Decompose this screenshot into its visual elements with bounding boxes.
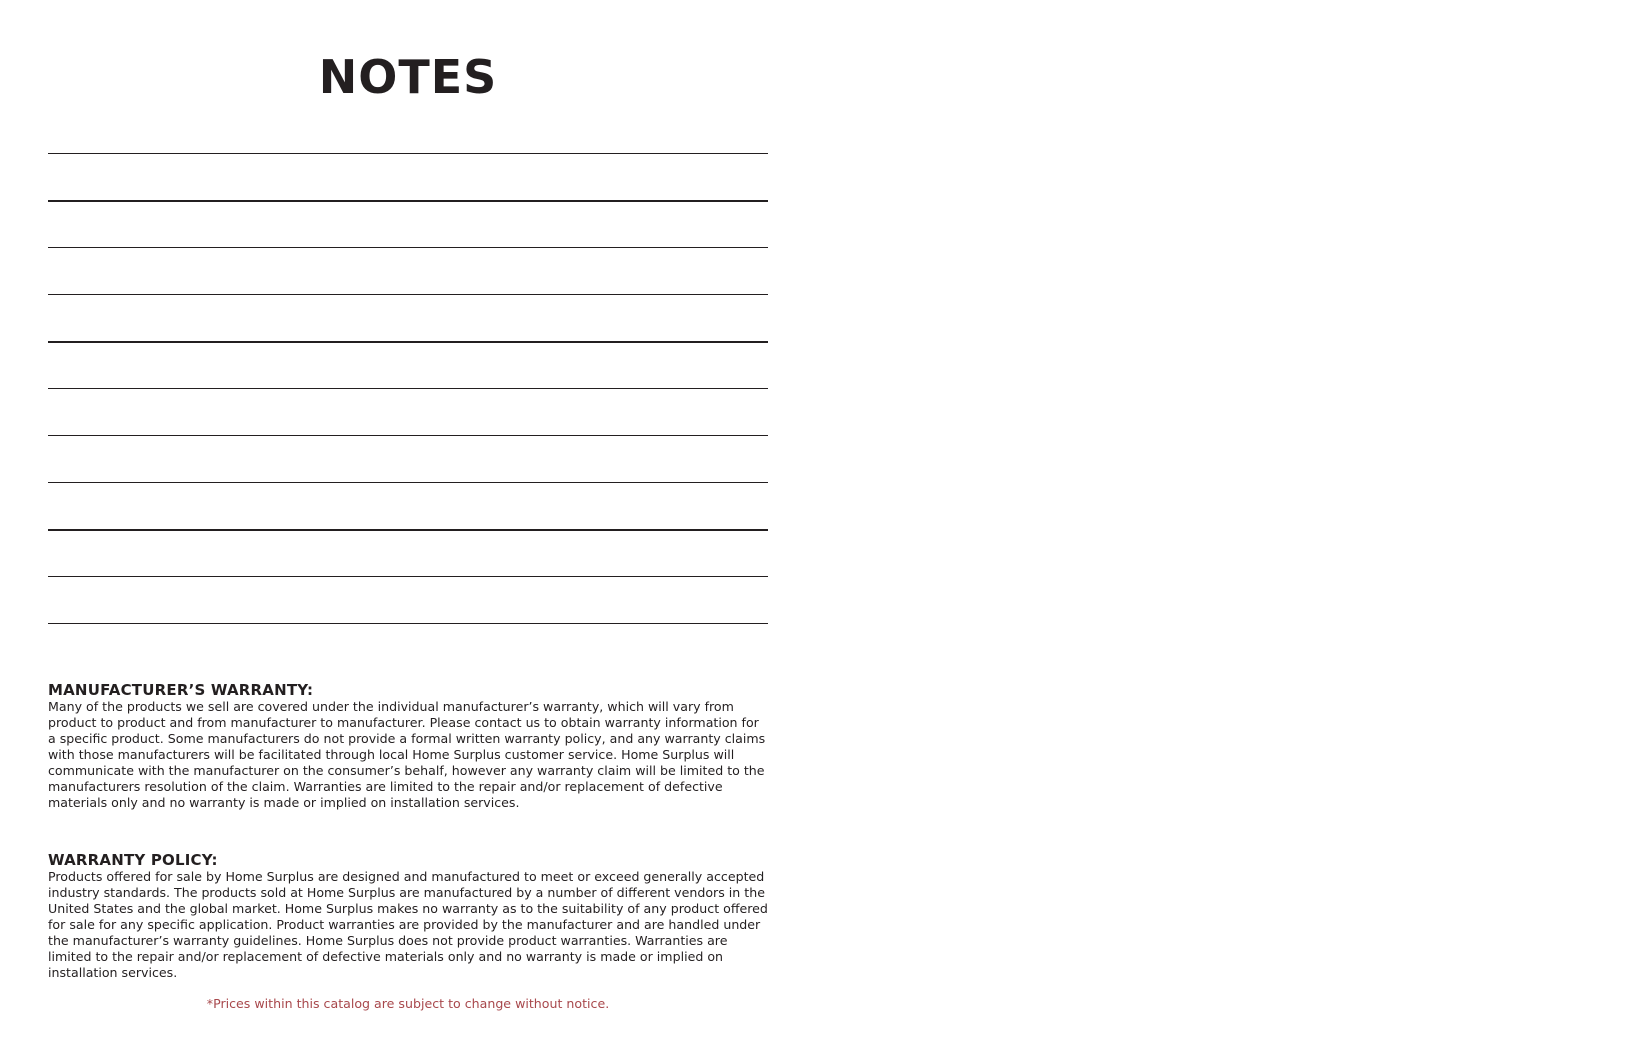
note-line [48,435,768,436]
note-line [48,294,768,295]
note-line [48,247,768,248]
manufacturer-warranty-section [48,681,768,811]
note-line [48,529,768,531]
note-line [48,200,768,202]
page-title: NOTES [318,50,498,104]
manufacturer-warranty-body: Many of the products we sell are covered under the individual manufacturer’s warranty, which will vary from product to product and from manufacturer to manufacturer. Please contact us to obtain warranty information for a specific product. Some manufacturers do not provide a formal written warranty policy, and any warranty claims with those manufacturers will be facilitated through local Home Surplus customer service. Home Surplus will communicate with the manufacturer on the consumer’s behalf, however any warranty claim will be limited to the manufacturers resolution of the claim. Warranties are limited to the repair and/or replacement of defective materials only and no warranty is made or implied on installation services. [48,699,766,810]
note-line [48,482,768,483]
manufacturer-warranty-heading: MANUFACTURER’S WARRANTY: [48,681,314,699]
note-line [48,623,768,624]
note-line [48,576,768,577]
notes-page [48,0,768,1056]
warranty-policy-section [48,851,768,981]
note-line [48,153,768,154]
price-disclaimer: *Prices within this catalog are subject to change without notice. [206,996,610,1011]
note-line [48,388,768,389]
warranty-policy-body: Products offered for sale by Home Surplus are designed and manufactured to meet or exceed generally accepted industry standards. The products sold at Home Surplus are manufactured by a number of different vendors in the United States and the global market. Home Surplus makes no warranty as to the suitability of any product offered for sale for any specific application. Product warranties are provided by the manufacturer and are handled under the manufacturer’s warranty guidelines. Home Surplus does not provide product warranties. Warranties are limited to the repair and/or replacement of defective materials only and no warranty is made or implied on installation services. [48,869,768,980]
note-line [48,341,768,343]
warranty-policy-heading: WARRANTY POLICY: [48,851,218,869]
